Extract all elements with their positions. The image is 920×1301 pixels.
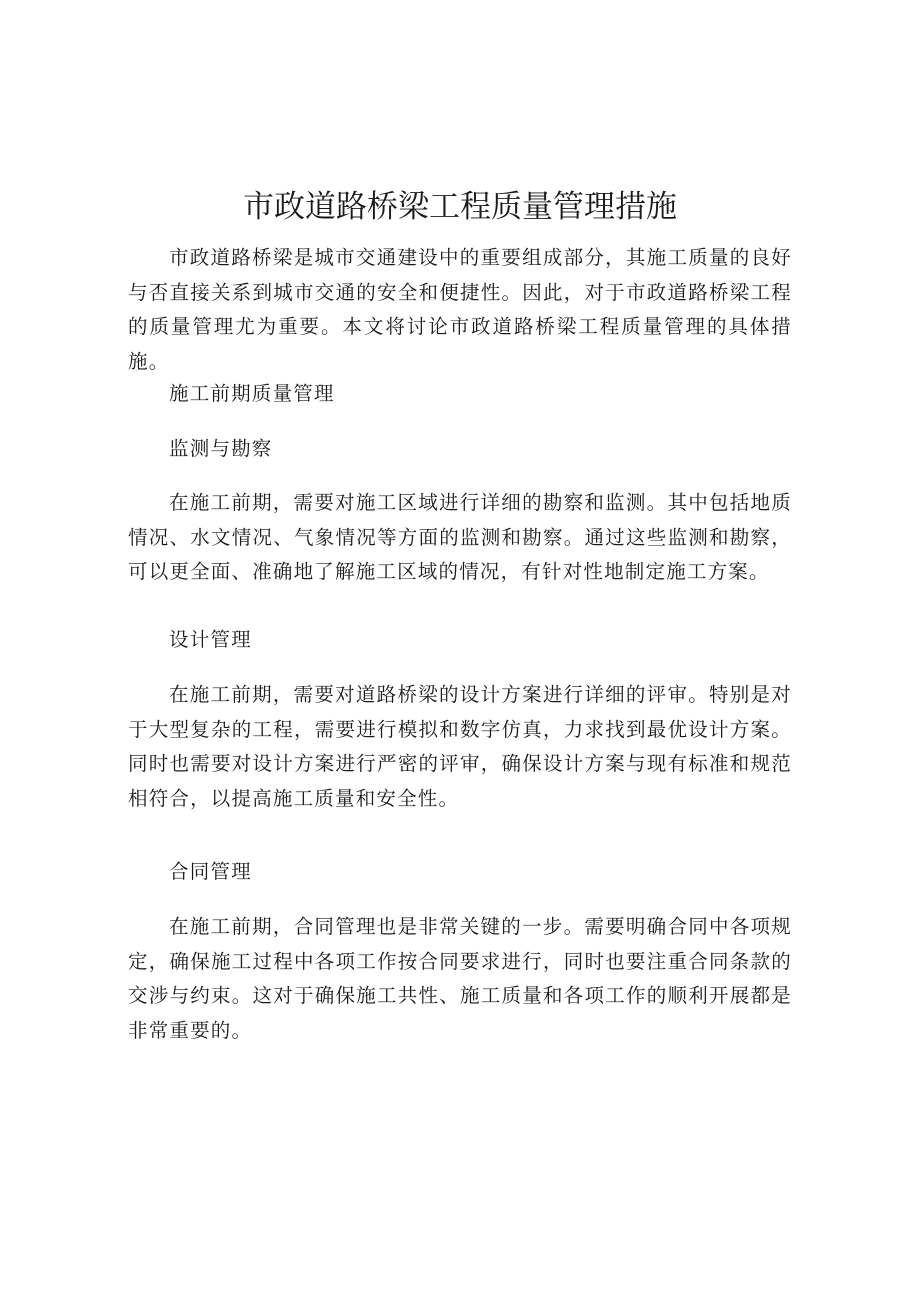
document-title: 市政道路桥梁工程质量管理措施 xyxy=(243,189,677,225)
intro-paragraph: 市政道路桥梁是城市交通建设中的重要组成部分，其施工质量的良好与否直接关系到城市交通的安全和便捷性。因此，对于市政道路桥梁工程的质量管理尤为重要。本文将讨论市政道路桥梁工程质量管理的具体措施。 xyxy=(128,246,792,373)
subsection-heading-contract: 合同管理 xyxy=(169,860,252,883)
section-heading: 施工前期质量管理 xyxy=(169,382,335,405)
subsection-heading-monitoring: 监测与勘察 xyxy=(169,437,273,460)
subsection-body-design: 在施工前期，需要对道路桥梁的设计方案进行详细的评审。特别是对于大型复杂的工程，需要进行模拟和数字仿真，力求找到最优设计方案。同时也需要对设计方案进行严密的评审，确保设计方案与现有标准和规范相符合，以提高施工质量和安全性。 xyxy=(128,683,792,810)
subsection-heading-design: 设计管理 xyxy=(169,628,252,651)
subsection-body-contract: 在施工前期，合同管理也是非常关键的一步。需要明确合同中各项规定，确保施工过程中各项工作按合同要求进行，同时也要注重合同条款的交涉与约束。这对于确保施工共性、施工质量和各项工作的顺利开展都是非常重要的。 xyxy=(128,915,792,1042)
subsection-body-monitoring: 在施工前期，需要对施工区域进行详细的勘察和监测。其中包括地质情况、水文情况、气象情况等方面的监测和勘察。通过这些监测和勘察，可以更全面、准确地了解施工区域的情况，有针对性地制定施工方案。 xyxy=(128,491,792,583)
